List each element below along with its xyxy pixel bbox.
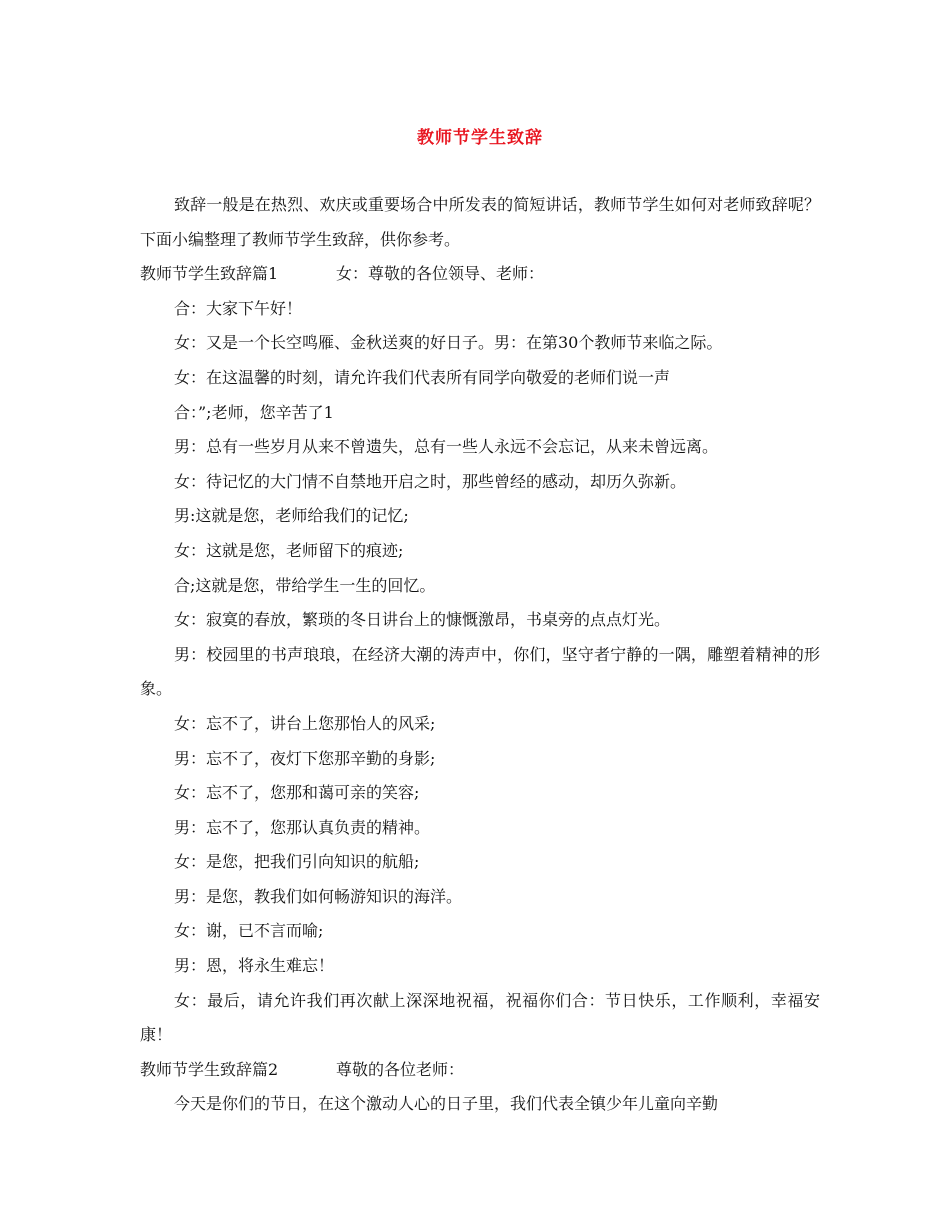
speech-line: 女：在这温馨的时刻，请允许我们代表所有同学向敬爱的老师们说一声 [174,367,671,387]
speech-line: 合：大家下午好！ [174,298,303,318]
section-2-opening: 尊敬的各位老师： [336,1059,465,1079]
speech-line: 女：谢，已不言而喻; [174,921,324,941]
document-body [140,188,820,1122]
speech-line: 男：恩，将永生难忘！ [174,956,335,976]
speech-line: 合：”;老师，您辛苦了1 [174,402,334,422]
speech-line: 女：忘不了，讲台上您那怡人的风采; [174,713,436,733]
speech-line: 今天是你们的节日，在这个激动人心的日子里，我们代表全镇少年儿童向辛勤 [174,1094,719,1114]
section-1-opening: 女：尊敬的各位领导、老师： [336,264,545,284]
speech-line: 女：是您，把我们引向知识的航船; [174,852,420,872]
section-1-title: 教师节学生致辞篇1 [140,264,279,284]
section-1-heading-line [140,257,820,292]
speech-line: 男：校园里的书声琅琅，在经济大潮的涛声中，你们，坚守者宁静的一隅，雕塑着精神的形象。 [140,644,820,699]
speech-line: 女：又是一个长空鸣雁、金秋送爽的好日子。男：在第30个教师节来临之际。 [174,333,723,353]
section-2-heading-line [140,1053,820,1088]
speech-line: 女：这就是您，老师留下的痕迹; [174,540,404,560]
section-2-title: 教师节学生致辞篇2 [140,1059,279,1079]
intro-paragraph: 致辞一般是在热烈、欢庆或重要场合中所发表的简短讲话，教师节学生如何对老师致辞呢？下面小编整理了教师节学生致辞，供你参考。 [140,195,820,249]
speech-line: 男：总有一些岁月从来不曾遗失，总有一些人永远不会忘记，从来未曾远离。 [174,437,719,457]
speech-line: 女：忘不了，您那和蔼可亲的笑容; [174,783,420,803]
speech-line: 女：待记忆的大门情不自禁地开启之时，那些曾经的感动，却历久弥新。 [174,471,687,491]
speech-line: 男：是您，教我们如何畅游知识的海洋。 [174,886,463,906]
speech-line: 男：忘不了，夜灯下您那辛勤的身影; [174,748,436,768]
speech-line: 女：最后，请允许我们再次献上深深地祝福，祝福你们合：节日快乐，工作顺利，幸福安康！ [140,990,820,1045]
speech-line: 男:这就是您，老师给我们的记忆; [174,506,409,526]
speech-line: 女：寂寞的春放，繁琐的冬日讲台上的慷慨激昂，书桌旁的点点灯光。 [174,610,671,630]
document-title: 教师节学生致辞 [417,128,543,148]
speech-line: 合;这就是您，带给学生一生的回忆。 [174,575,436,595]
speech-line: 男：忘不了，您那认真负责的精神。 [174,817,431,837]
